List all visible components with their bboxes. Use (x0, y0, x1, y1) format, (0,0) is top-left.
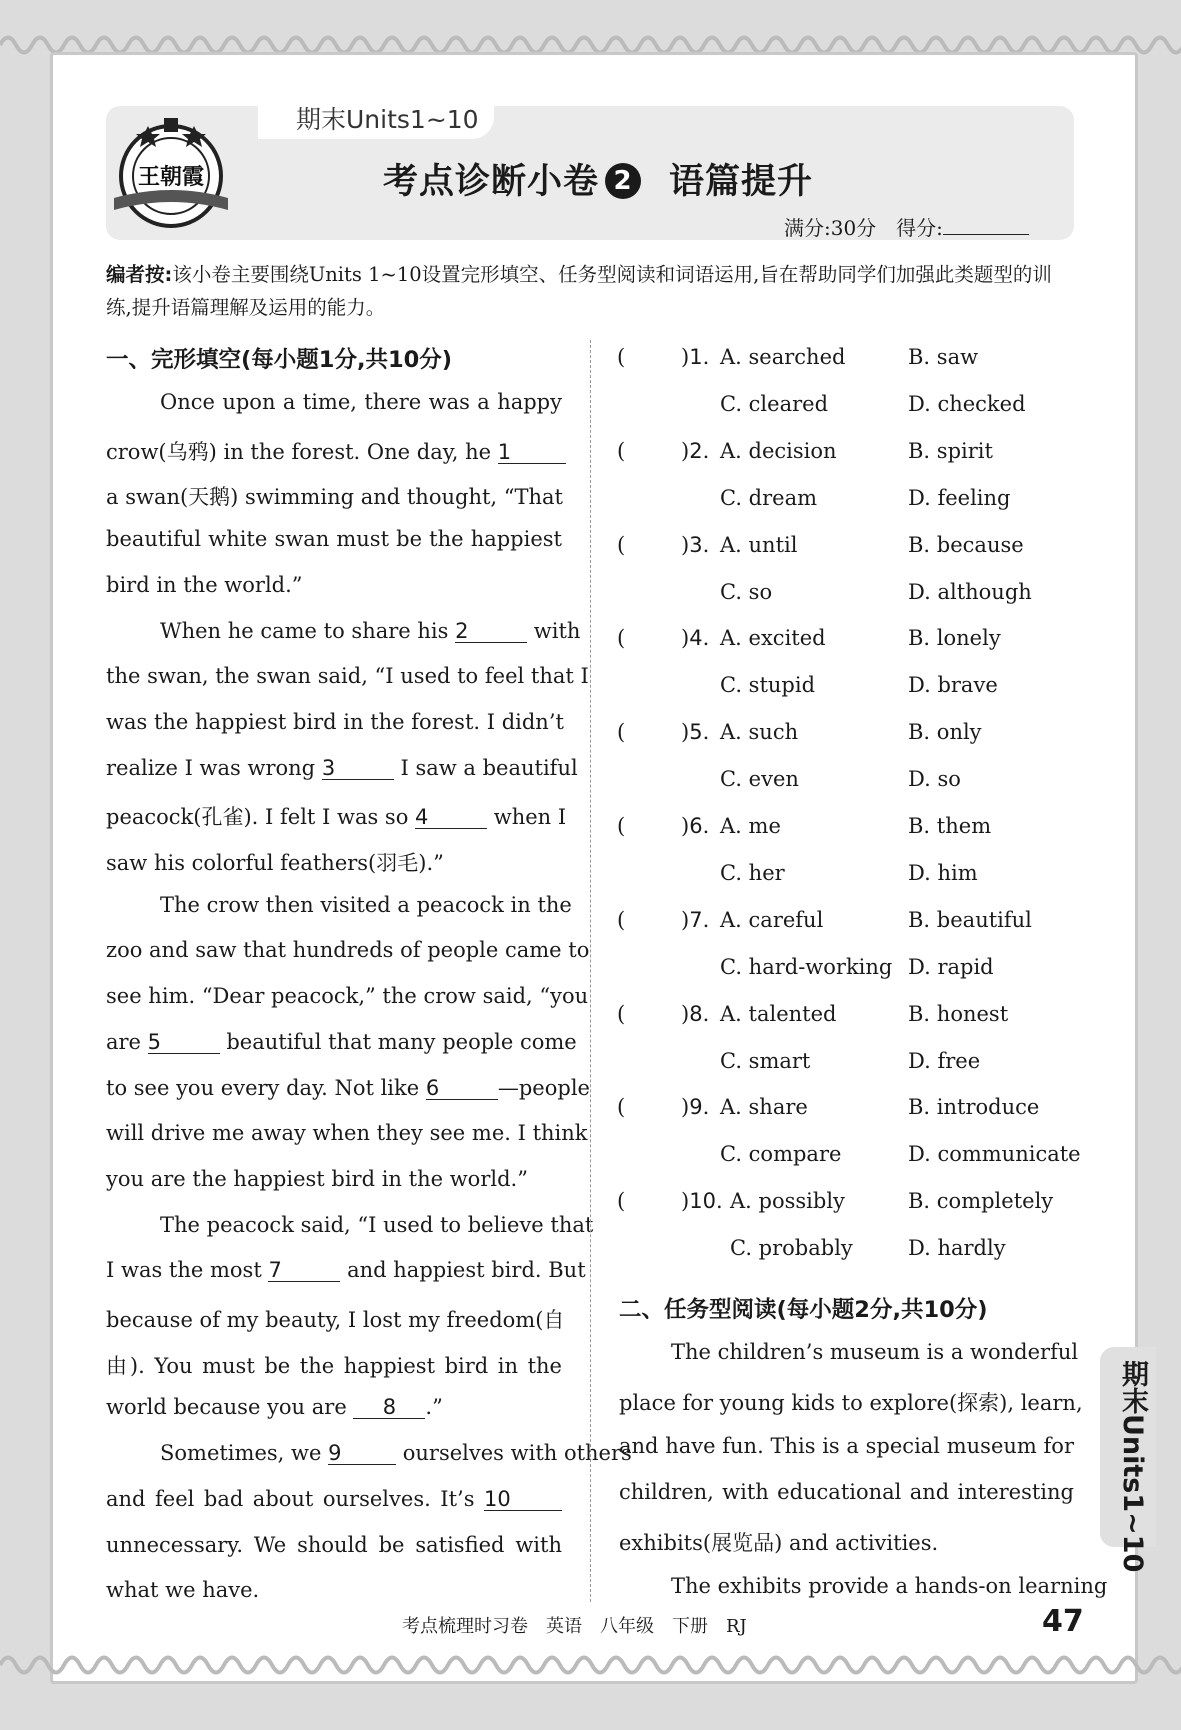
passage-line (106, 710, 562, 734)
answer-bracket-open[interactable]: ( (617, 532, 626, 557)
passage-line (106, 1578, 562, 1602)
option-c[interactable]: C. her (720, 861, 785, 885)
option-d[interactable]: D. hardly (908, 1236, 1006, 1261)
passage-line (106, 984, 589, 1009)
passage-text: beautiful white swan must be the happiest (106, 527, 562, 552)
passage-line (160, 1441, 632, 1466)
editor-note (106, 258, 1076, 324)
reading-line: place for young kids to explore(探索), learn, (619, 1390, 1083, 1415)
cloze-blank[interactable]: 8 (353, 1396, 425, 1419)
option-c-text: probably (758, 1236, 853, 1261)
question-number: )3. (681, 532, 710, 557)
question-number: )10. (681, 1189, 723, 1214)
option-a[interactable]: A. decision (720, 438, 837, 463)
passage-text: I saw a beautiful (393, 755, 578, 780)
option-a[interactable]: A. me (720, 814, 781, 838)
option-c-text: hard-working (748, 954, 893, 979)
passage-line (106, 1075, 590, 1100)
passage-line (160, 1212, 594, 1237)
option-d-text: although (937, 579, 1032, 604)
passage-text: you are the happiest bird in the world.” (106, 1166, 528, 1191)
passage-text: Sometimes, we (160, 1441, 329, 1466)
question-number: )4. (681, 626, 710, 651)
unit-tab: 期末Units1~10 (258, 103, 494, 139)
passage-line (106, 938, 590, 963)
cloze-blank[interactable]: 4 (415, 806, 487, 829)
option-c[interactable]: C. cleared (720, 392, 829, 416)
passage-text: and happiest bird. But (340, 1258, 586, 1283)
passage-line (160, 390, 562, 414)
option-b-text: honest (936, 1001, 1009, 1026)
option-b[interactable]: B. honest (908, 1001, 1009, 1026)
option-d[interactable]: D. him (908, 861, 978, 885)
passage-text: realize I was wrong (106, 755, 322, 780)
section2-heading: 二、任务型阅读(每小题2分,共10分) (619, 1297, 988, 1323)
reading-line: exhibits(展览品) and activities. (619, 1531, 939, 1556)
answer-bracket-open[interactable]: ( (617, 814, 626, 838)
option-b-text: beautiful (936, 907, 1032, 932)
option-a-text: me (748, 814, 781, 838)
passage-line (106, 436, 562, 466)
side-tab-label: 期末Units1~10 (1117, 1360, 1148, 1573)
passage-line (106, 1304, 565, 1334)
option-a-text: decision (748, 438, 837, 463)
question-number-text: 10 (689, 1189, 716, 1214)
option-b-text: saw (936, 345, 979, 369)
title-number-badge: 2 (605, 163, 641, 199)
passage-text: bird in the world.” (106, 572, 303, 597)
option-b[interactable]: B. introduce (908, 1095, 1040, 1120)
passage-text: see him. “Dear peacock,” the crow said, “you (106, 984, 589, 1009)
passage-line (106, 573, 562, 597)
passage-text: ourselves with others (396, 1441, 632, 1466)
option-d[interactable]: D. feeling (908, 485, 1011, 510)
option-d-text: checked (937, 392, 1026, 416)
option-d-text: feeling (937, 485, 1011, 510)
option-b-text: lonely (936, 626, 1001, 651)
question-number: )9. (681, 1095, 710, 1120)
option-b[interactable]: B. completely (908, 1189, 1054, 1214)
answer-bracket-open[interactable]: ( (617, 1001, 626, 1026)
passage-text: was the happiest bird in the forest. I didn’t (106, 709, 564, 734)
option-b-text: completely (936, 1189, 1054, 1214)
option-c-text: so (748, 579, 773, 604)
passage-text: will drive me away when they see me. I think (106, 1121, 588, 1146)
option-c[interactable]: C. compare (720, 1142, 842, 1167)
passage-text: Once upon a time, there was a happy (160, 390, 562, 414)
reading-line: children, with educational and interesting (619, 1480, 1074, 1505)
option-c[interactable]: C. stupid (720, 673, 816, 698)
option-c-text: compare (748, 1142, 842, 1167)
option-d-text: hardly (937, 1236, 1006, 1261)
page-number: 47 (1042, 1604, 1084, 1639)
passage-text: zoo and saw that hundreds of people came to (106, 938, 590, 963)
passage-line (106, 801, 567, 831)
option-a-text: possibly (758, 1189, 845, 1214)
question-number-text: 5 (689, 720, 703, 745)
option-d[interactable]: D. checked (908, 392, 1026, 416)
option-b-text: introduce (936, 1095, 1040, 1120)
option-d-text: him (937, 861, 978, 885)
option-a[interactable]: A. talented (720, 1001, 837, 1026)
passage-line (106, 1350, 562, 1380)
reading-line: The children’s museum is a wonderful (671, 1340, 1079, 1364)
answer-bracket-open[interactable]: ( (617, 720, 626, 745)
passage-line (106, 755, 578, 780)
option-c-text: cleared (748, 392, 829, 416)
option-a-text: such (748, 720, 799, 745)
cloze-blank[interactable]: 2 (455, 620, 527, 643)
passage-text: a swan(天鹅) swimming and thought, “That (106, 485, 563, 510)
editor-note-label: 编者按: (106, 263, 173, 286)
question-number: )2. (681, 438, 710, 463)
question-number: )5. (681, 720, 710, 745)
question-number: )8. (681, 1001, 710, 1026)
passage-text: the swan, the swan said, “I used to feel that I (106, 664, 589, 689)
option-b[interactable]: B. spirit (908, 438, 993, 463)
question-number-text: 8 (689, 1001, 703, 1026)
option-c-text: dream (748, 485, 818, 510)
option-a-text: careful (748, 907, 824, 932)
passage-line (160, 618, 581, 643)
page-title (383, 154, 813, 204)
passage-text: because of my beauty, I lost my freedom(自 (106, 1308, 565, 1332)
passage-text: crow(乌鸦) in the forest. One day, he (106, 439, 498, 464)
passage-text: unnecessary. We should be satisfied with (106, 1532, 562, 1557)
question-number-text: 6 (689, 814, 703, 838)
option-a[interactable]: A. share (720, 1095, 808, 1120)
passage-text: —people (497, 1075, 590, 1100)
option-a[interactable]: A. careful (720, 907, 824, 932)
passage-line (106, 847, 562, 877)
option-a-text: talented (748, 1001, 837, 1026)
passage-text: saw his colorful feathers(羽毛).” (106, 851, 444, 875)
option-c[interactable]: C. so (720, 579, 773, 604)
passage-text: peacock(孔雀). I felt I was so (106, 805, 416, 830)
question-number: )1. (681, 345, 710, 369)
option-b-text: them (936, 814, 992, 838)
option-b[interactable]: B. saw (908, 345, 979, 369)
passage-line (106, 1167, 562, 1191)
answer-bracket-open[interactable]: ( (617, 345, 626, 369)
option-a-text: until (748, 532, 798, 557)
passage-text: to see you every day. Not like (106, 1075, 426, 1100)
passage-text: are (106, 1029, 148, 1054)
option-a-text: share (748, 1095, 808, 1120)
option-a-text: searched (748, 345, 846, 369)
question-number: )7. (681, 907, 710, 932)
passage-line (160, 892, 572, 917)
option-b[interactable]: B. beautiful (908, 907, 1032, 932)
editor-note-text: 该小卷主要围绕Units 1~10设置完形填空、任务型阅读和词语运用,旨在帮助同学们加强此类题型的训练,提升语篇理解及运用的能力。 (106, 263, 1052, 319)
footer-text: 考点梳理时习卷 英语 八年级 下册 RJ (402, 1616, 747, 1637)
option-c[interactable]: C. dream (720, 485, 818, 510)
logo-emblem (108, 112, 234, 236)
reading-line: The exhibits provide a hands-on learning (671, 1574, 1108, 1598)
passage-text: and feel bad about ourselves. It’s (106, 1486, 484, 1511)
option-b[interactable]: B. because (908, 532, 1024, 557)
cloze-blank[interactable]: 5 (148, 1031, 220, 1054)
option-b[interactable]: B. lonely (908, 626, 1001, 651)
cloze-blank[interactable]: 10 (484, 1488, 562, 1511)
question-number-text: 1 (689, 345, 703, 369)
title-main: 考点诊断小卷 (383, 162, 600, 202)
passage-text: The peacock said, “I used to believe that (160, 1212, 594, 1237)
option-b[interactable]: B. them (908, 814, 992, 838)
passage-text: .” (425, 1395, 443, 1420)
passage-text: The crow then visited a peacock in the (160, 892, 572, 917)
passage-line (106, 527, 562, 551)
passage-line (106, 481, 562, 511)
question-number-text: 7 (689, 907, 703, 932)
cloze-blank[interactable]: 7 (268, 1259, 340, 1282)
option-d-text: free (937, 1048, 981, 1073)
option-d[interactable]: D. although (908, 579, 1032, 604)
question-number-text: 2 (689, 438, 703, 463)
option-c[interactable]: C. probably (730, 1236, 853, 1261)
option-c[interactable]: C. hard-working (720, 954, 893, 979)
option-d-text: communicate (937, 1142, 1081, 1167)
answer-bracket-open[interactable]: ( (617, 907, 626, 932)
answer-bracket-open[interactable]: ( (617, 626, 626, 651)
answer-bracket-open[interactable]: ( (617, 438, 626, 463)
passage-text: When he came to share his (160, 618, 456, 643)
passage-line (106, 1121, 588, 1146)
reading-line: and have fun. This is a special museum for (619, 1433, 1074, 1458)
passage-text: 由). You must be the happiest bird in the (106, 1353, 562, 1378)
option-a[interactable]: A. such (720, 720, 799, 745)
option-b[interactable]: B. only (908, 720, 982, 745)
option-a[interactable]: A. until (720, 532, 798, 557)
question-number-text: 9 (689, 1095, 703, 1120)
option-c[interactable]: C. even (720, 767, 799, 792)
passage-text: world because you are (106, 1395, 354, 1420)
option-d-text: so (937, 767, 961, 792)
option-d[interactable]: D. rapid (908, 954, 994, 979)
option-c-text: stupid (748, 673, 816, 698)
option-d[interactable]: D. so (908, 767, 961, 792)
passage-line (106, 1487, 562, 1511)
passage-text: what we have. (106, 1578, 260, 1603)
option-b-text: because (936, 532, 1024, 557)
option-c-text: smart (748, 1048, 811, 1073)
option-d[interactable]: D. communicate (908, 1142, 1081, 1167)
decorative-border-bottom (0, 1650, 1181, 1680)
option-a-text: excited (748, 626, 826, 651)
option-d[interactable]: D. brave (908, 673, 998, 698)
passage-line (106, 664, 589, 689)
option-c[interactable]: C. smart (720, 1048, 811, 1073)
score-blank[interactable] (943, 234, 1029, 235)
passage-text: with (527, 618, 581, 643)
cloze-blank[interactable]: 1 (498, 441, 566, 464)
passage-line (106, 1258, 586, 1283)
passage-text: beautiful that many people come (219, 1029, 577, 1054)
option-a[interactable]: A. excited (720, 626, 826, 651)
cloze-blank[interactable]: 6 (426, 1077, 498, 1100)
section1-heading: 一、完形填空(每小题1分,共10分) (106, 347, 453, 373)
option-c-text: her (748, 861, 785, 885)
title-sub: 语篇提升 (669, 162, 814, 202)
logo-text: 王朝霞 (137, 164, 205, 190)
passage-text: I was the most (106, 1258, 269, 1283)
option-d-text: brave (937, 673, 998, 698)
passage-text: when I (487, 805, 567, 830)
passage-line (106, 1395, 562, 1419)
question-number-text: 3 (689, 532, 703, 557)
option-b-text: spirit (936, 438, 993, 463)
passage-line (106, 1029, 577, 1054)
answer-bracket-open[interactable]: ( (617, 1189, 626, 1214)
option-a[interactable]: A. possibly (730, 1189, 845, 1214)
option-d[interactable]: D. free (908, 1048, 981, 1073)
cloze-blank[interactable]: 9 (328, 1442, 396, 1465)
option-a[interactable]: A. searched (720, 345, 846, 369)
question-number: )6. (681, 814, 710, 838)
option-c-text: even (748, 767, 799, 792)
score-line (784, 212, 1029, 241)
option-d-text: rapid (937, 954, 994, 979)
cloze-blank[interactable]: 3 (322, 757, 394, 780)
column-divider (590, 340, 591, 1602)
question-number-text: 4 (689, 626, 703, 651)
passage-line (106, 1533, 562, 1557)
score-label: 满分:30分 得分: (784, 216, 943, 240)
answer-bracket-open[interactable]: ( (617, 1095, 626, 1120)
option-b-text: only (936, 720, 982, 745)
